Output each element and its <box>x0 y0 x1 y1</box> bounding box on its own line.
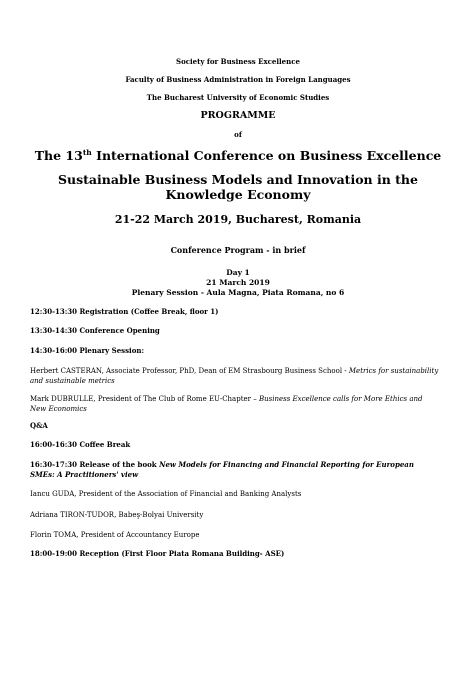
title-pre: The 13 <box>34 148 83 163</box>
organizer-university: The Bucharest University of Economic Studies <box>146 93 330 102</box>
programme-heading: PROGRAMME <box>200 110 276 121</box>
speaker-1-talk: - Metrics for sustainability and sustainable metrics <box>30 367 439 385</box>
day-date: 21 March 2019 <box>206 278 270 287</box>
speaker-2-name: Mark DUBRULLE, President of The Club of Rome EU-Chapter <box>30 395 252 403</box>
program-brief: Conference Program - in brief <box>170 245 306 255</box>
conference-title <box>0 148 476 163</box>
item-registration: 12:30-13:30 Registration (Coffee Break, floor 1) <box>30 307 219 316</box>
day-block <box>0 268 476 298</box>
item-coffee-break: 16:00-16:30 Coffee Break <box>30 440 131 449</box>
conference-date: 21-22 March 2019, Bucharest, Romania <box>114 213 362 226</box>
panelist-2: Adriana TIRON-TUDOR, Babeş-Bolyai University <box>30 511 204 519</box>
organizer-society: Society for Business Excellence <box>176 57 300 66</box>
item-reception: 18:00-19:00 Reception (First Floor Piata Romana Building- ASE) <box>30 549 285 558</box>
release-book-title: New Models for Financing and Financial Reporting for European SMEs: A Practitioners' view <box>30 460 414 479</box>
item-plenary: 14:30-16:00 Plenary Session: <box>30 346 145 355</box>
day-label: Day 1 <box>226 268 250 277</box>
panelist-1: Iancu GUDA, President of the Association of Financial and Banking Analysts <box>30 490 302 498</box>
subtitle-line-2: Knowledge Economy <box>165 187 311 202</box>
panelist-3: Florin TOMA, President of Accountancy Europe <box>30 531 200 539</box>
speaker-1 <box>30 366 440 386</box>
item-opening: 13:30-14:30 Conference Opening <box>30 326 160 335</box>
item-qa: Q&A <box>30 421 48 430</box>
of-text: of <box>234 130 242 139</box>
speaker-1-name: Herbert CASTERAN, Associate Professor, PhD, Dean of EM Strasbourg Business School <box>30 367 343 375</box>
subtitle-line-1: Sustainable Business Models and Innovation in the <box>58 172 418 187</box>
day-session: Plenary Session - Aula Magna, Piata Romana, no 6 <box>131 288 345 297</box>
item-book-release <box>30 460 440 480</box>
speaker-2-talk: – Business Excellence calls for More Ethics and New Economics <box>30 395 423 413</box>
speaker-2 <box>30 394 440 414</box>
release-prefix: 16:30-17:30 Release of the book <box>30 460 160 469</box>
title-sup: th <box>82 147 92 157</box>
conference-subtitle <box>0 172 476 202</box>
organizer-faculty: Faculty of Business Administration in Foreign Languages <box>125 75 351 84</box>
title-post: International Conference on Business Excellence <box>91 148 442 163</box>
